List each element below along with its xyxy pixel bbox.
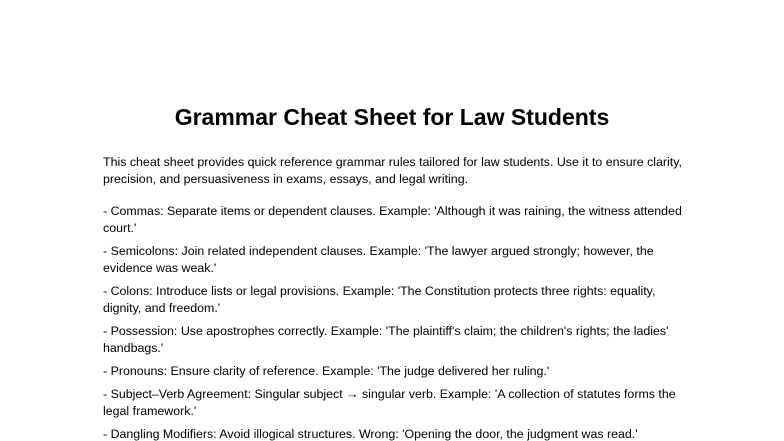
- page-title: Grammar Cheat Sheet for Law Students: [174, 104, 610, 130]
- rule-subject-verb-agreement: - Subject–Verb Agreement: Singular subject → singular verb. Example: 'A collection of statutes forms the legal framework.': [103, 387, 676, 418]
- rule-colons: - Colons: Introduce lists or legal provisions. Example: 'The Constitution protects three rights: equality, dignity, and freedom.': [103, 284, 656, 315]
- document-body: [103, 154, 693, 441]
- rule-possession: - Possession: Use apostrophes correctly. Example: 'The plaintiff's claim; the children's rights; the ladies' handbags.': [103, 324, 669, 355]
- rule-pronouns: - Pronouns: Ensure clarity of reference. Example: 'The judge delivered her ruling.': [103, 364, 550, 378]
- rule-semicolons: - Semicolons: Join related independent clauses. Example: 'The lawyer argued strongly; however, the evidence was weak.': [103, 244, 654, 275]
- rule-dangling-modifiers: - Dangling Modifiers: Avoid illogical structures. Wrong: 'Opening the door, the judgment was read.': [103, 427, 638, 441]
- rule-commas: - Commas: Separate items or dependent clauses. Example: 'Although it was raining, the witness attended court.': [103, 204, 682, 235]
- intro-paragraph: This cheat sheet provides quick reference grammar rules tailored for law students. Use it to ensure clarity, precision, and persuasiveness in exams, essays, and legal writing.: [103, 155, 682, 186]
